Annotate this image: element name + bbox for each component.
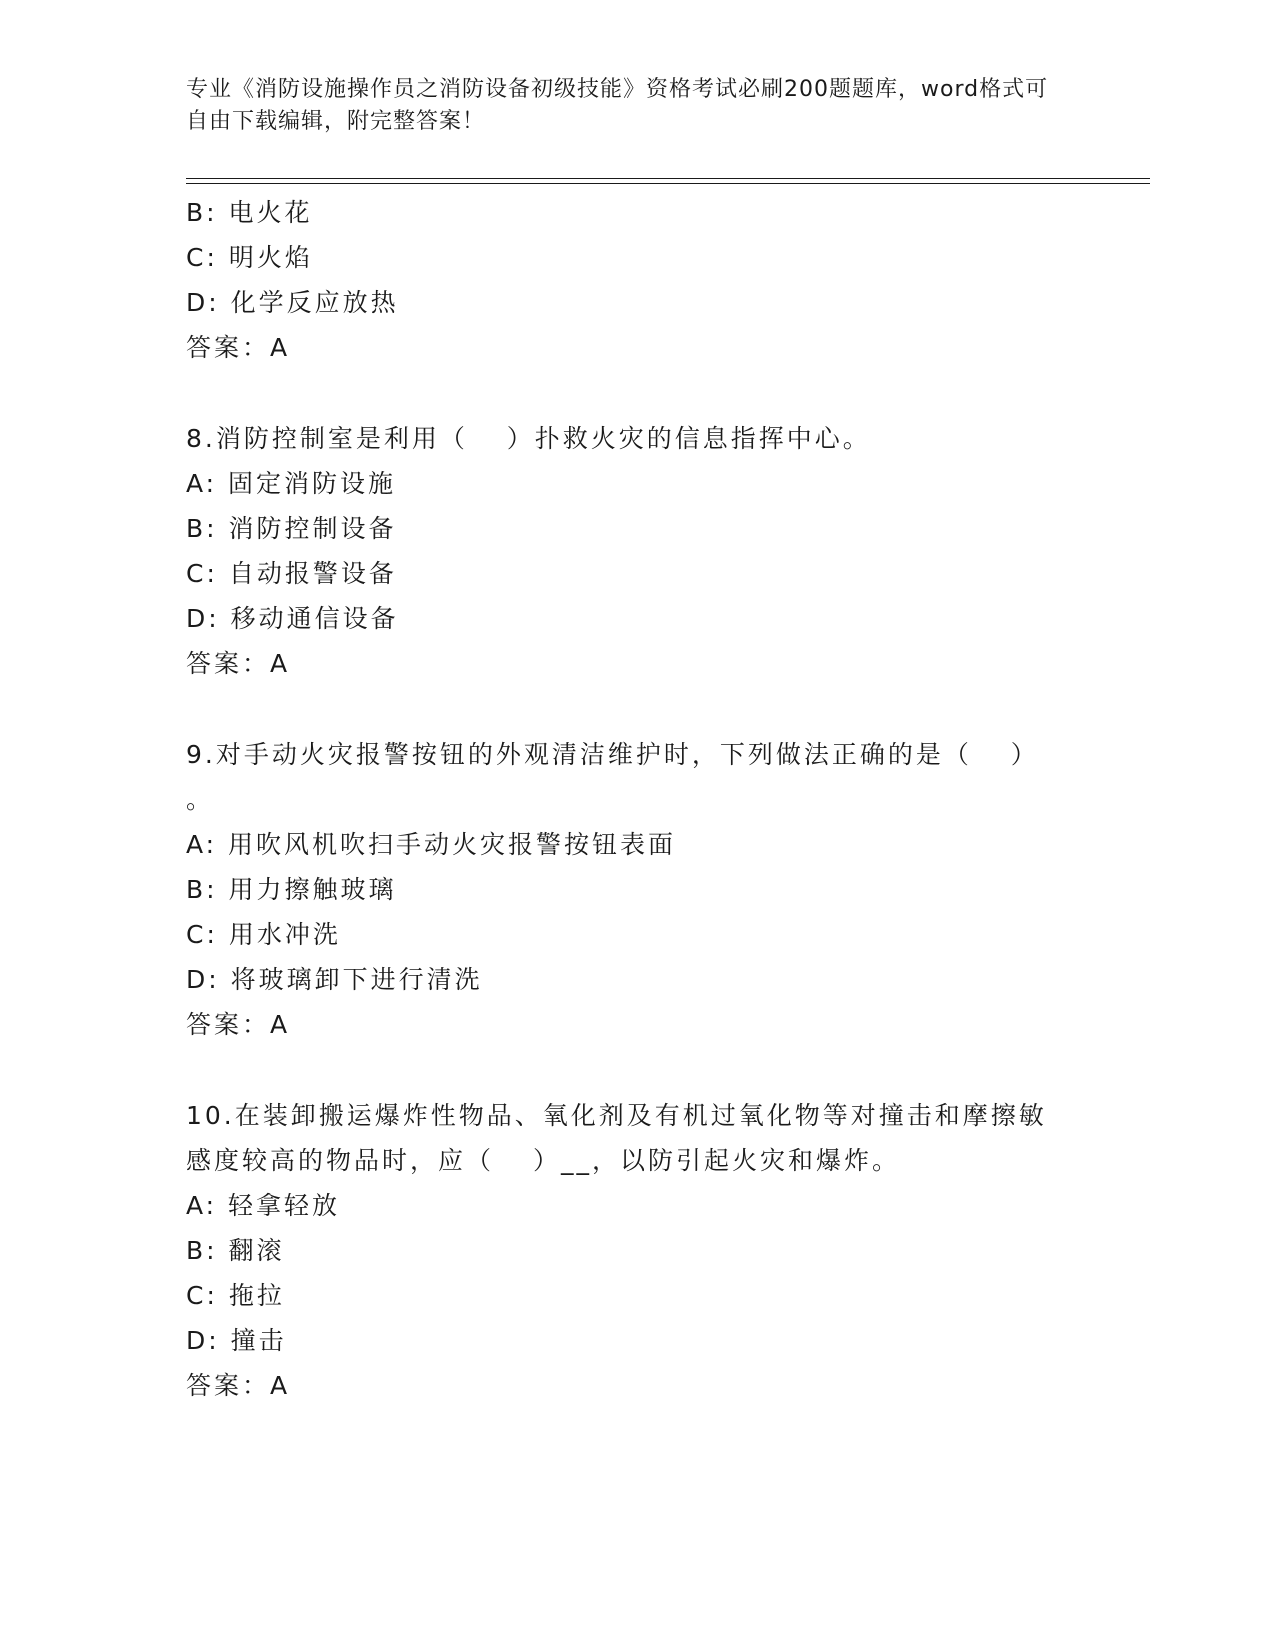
question-8 xyxy=(186,416,1086,686)
question-9 xyxy=(186,732,1086,1047)
page-header: 专业《消防设施操作员之消防设备初级技能》资格考试必刷200题题库，word格式可自由下载编辑，附完整答案！ xyxy=(186,77,1049,134)
header-rule-bottom xyxy=(186,183,1150,184)
option-c: C: 明火焰 xyxy=(186,243,313,272)
question-list xyxy=(186,190,1086,1408)
question-stem-continuation: 。 xyxy=(186,785,212,814)
option-b: B: 用力擦触玻璃 xyxy=(186,875,397,904)
answer: 答案：A xyxy=(186,1010,291,1039)
question-7-tail xyxy=(186,190,1086,370)
option-c: C: 自动报警设备 xyxy=(186,559,397,588)
option-a: A: 轻拿轻放 xyxy=(186,1191,341,1220)
option-b: B: 消防控制设备 xyxy=(186,514,397,543)
question-stem-continuation: 感度较高的物品时，应（ ）__，以防引起火灾和爆炸。 xyxy=(186,1146,900,1175)
option-b: B: 电火花 xyxy=(186,198,313,227)
answer: 答案：A xyxy=(186,333,291,362)
question-stem: 8.消防控制室是利用（ ）扑救火灾的信息指挥中心。 xyxy=(186,424,871,453)
answer: 答案：A xyxy=(186,1371,291,1400)
option-d: D: 撞击 xyxy=(186,1326,287,1355)
option-c: C: 用水冲洗 xyxy=(186,920,341,949)
question-stem: 10.在装卸搬运爆炸性物品、氧化剂及有机过氧化物等对撞击和摩擦敏 xyxy=(186,1101,1047,1130)
answer: 答案：A xyxy=(186,649,291,678)
header-rule-top xyxy=(186,178,1150,179)
option-d: D: 移动通信设备 xyxy=(186,604,399,633)
option-a: A: 用吹风机吹扫手动火灾报警按钮表面 xyxy=(186,830,677,859)
option-d: D: 将玻璃卸下进行清洗 xyxy=(186,965,483,994)
question-10 xyxy=(186,1093,1086,1408)
option-d: D: 化学反应放热 xyxy=(186,288,399,317)
option-a: A: 固定消防设施 xyxy=(186,469,397,498)
option-b: B: 翻滚 xyxy=(186,1236,285,1265)
option-c: C: 拖拉 xyxy=(186,1281,285,1310)
question-stem: 9.对手动火灾报警按钮的外观清洁维护时，下列做法正确的是（ ） xyxy=(186,740,1039,769)
